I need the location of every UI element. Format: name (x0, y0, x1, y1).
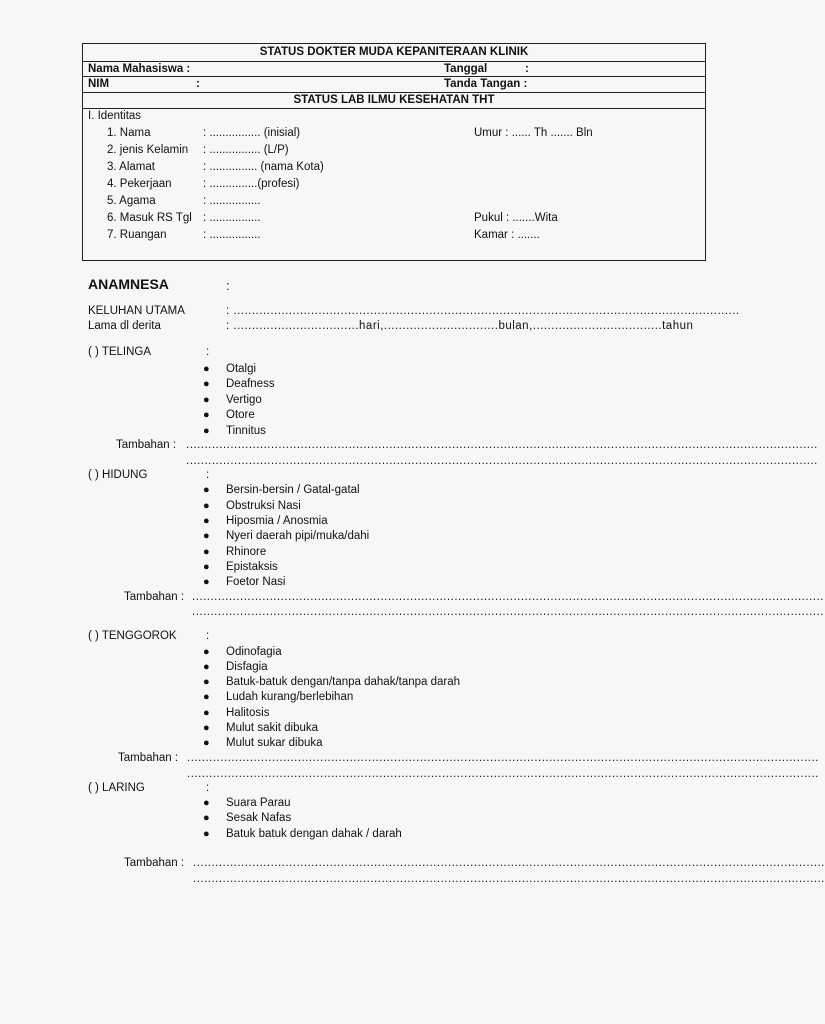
checklist-item: Otalgi (226, 363, 257, 375)
tambahan-line: ........................................................................................................................................................................... (193, 857, 825, 869)
bullet-icon: ● (203, 500, 210, 512)
section-colon: : (206, 346, 210, 358)
lama-diderita-field: : ..................................hari,...............................bulan,...................................tahun (226, 320, 694, 332)
bullet-icon: ● (203, 561, 210, 573)
tambahan-label: Tambahan : (124, 591, 185, 603)
identitas-value: : ................ (203, 212, 261, 224)
tambahan-line: ........................................................................................................................................................................... (192, 591, 824, 603)
bullet-icon: ● (203, 797, 210, 809)
checklist-item: Otore (226, 409, 255, 421)
checklist-item: Rhinore (226, 546, 267, 558)
bullet-icon: ● (203, 722, 210, 734)
checklist-item: Mulut sakit dibuka (226, 722, 319, 734)
tambahan-line: ........................................................................................................................................................................... (186, 455, 818, 467)
identitas-value: : ................ (L/P) (203, 144, 289, 156)
tambahan-label: Tambahan : (118, 752, 179, 764)
identitas-label: 6. Masuk RS Tgl (107, 212, 192, 224)
identitas-label: 3. Alamat (107, 161, 155, 173)
bullet-icon: ● (203, 425, 210, 437)
checklist-item: Deafness (226, 378, 275, 390)
bullet-icon: ● (203, 484, 210, 496)
checklist-item: Foetor Nasi (226, 576, 286, 588)
tanggal-label: Tanggal (444, 63, 488, 75)
checklist-item: Ludah kurang/berlebihan (226, 691, 354, 703)
tambahan-line: ........................................................................................................................................................................... (187, 768, 819, 780)
tambahan-label: Tambahan : (116, 439, 177, 451)
checklist-item: Suara Parau (226, 797, 291, 809)
bullet-icon: ● (203, 646, 210, 658)
lama-diderita-label: Lama dl derita (88, 320, 161, 332)
checklist-item: Batuk batuk dengan dahak / darah (226, 828, 402, 840)
identitas-label: 1. Nama (107, 127, 151, 139)
keluhan-utama-label: KELUHAN UTAMA (88, 305, 185, 317)
tanda-tangan-label: Tanda Tangan : (444, 78, 528, 90)
anamnesa-colon: : (226, 278, 230, 293)
checklist-item: Mulut sukar dibuka (226, 737, 323, 749)
checklist-item: Odinofagia (226, 646, 282, 658)
nama-mahasiswa-label: Nama Mahasiswa : (88, 63, 191, 75)
tambahan-label: Tambahan : (124, 857, 185, 869)
section-title: ( ) HIDUNG (88, 469, 148, 481)
divider (82, 92, 706, 93)
bullet-icon: ● (203, 707, 210, 719)
identitas-heading: I. Identitas (88, 110, 142, 122)
bullet-icon: ● (203, 576, 210, 588)
divider (82, 61, 706, 62)
identitas-value: : ...............(profesi) (203, 178, 300, 190)
bullet-icon: ● (203, 546, 210, 558)
checklist-item: Bersin-bersin / Gatal-gatal (226, 484, 360, 496)
bullet-icon: ● (203, 378, 210, 390)
identitas-value: : ............... (nama Kota) (203, 161, 324, 173)
checklist-item: Epistaksis (226, 561, 278, 573)
bullet-icon: ● (203, 530, 210, 542)
identitas-value: : ................ (inisial) (203, 127, 301, 139)
pukul-field: Pukul : .......Wita (474, 212, 558, 224)
checklist-item: Vertigo (226, 394, 262, 406)
identitas-label: 4. Pekerjaan (107, 178, 172, 190)
keluhan-utama-field: : ......................................................................................................................................... (226, 305, 740, 317)
checklist-item: Sesak Nafas (226, 812, 292, 824)
checklist-item: Halitosis (226, 707, 270, 719)
section-title: ( ) TELINGA (88, 346, 152, 358)
section-colon: : (206, 469, 210, 481)
identitas-label: 5. Agama (107, 195, 156, 207)
checklist-item: Hiposmia / Anosmia (226, 515, 328, 527)
kamar-field: Kamar : ....... (474, 229, 540, 241)
bullet-icon: ● (203, 394, 210, 406)
bullet-icon: ● (203, 828, 210, 840)
tambahan-line: ........................................................................................................................................................................... (193, 873, 825, 885)
bullet-icon: ● (203, 812, 210, 824)
bullet-icon: ● (203, 676, 210, 688)
checklist-item: Disfagia (226, 661, 268, 673)
bullet-icon: ● (203, 661, 210, 673)
checklist-item: Obstruksi Nasi (226, 500, 301, 512)
identitas-value: : ................ (203, 229, 261, 241)
tanggal-colon: : (525, 63, 529, 75)
form-title: STATUS DOKTER MUDA KEPANITERAAN KLINIK (259, 46, 529, 58)
bullet-icon: ● (203, 515, 210, 527)
divider (82, 76, 706, 77)
tambahan-line: ........................................................................................................................................................................... (187, 752, 819, 764)
checklist-item: Nyeri daerah pipi/muka/dahi (226, 530, 370, 542)
anamnesa-title: ANAMNESA (88, 276, 169, 292)
nim-label: NIM (88, 78, 110, 90)
tambahan-line: ........................................................................................................................................................................... (192, 606, 824, 618)
divider (82, 108, 706, 109)
identitas-label: 2. jenis Kelamin (107, 144, 189, 156)
bullet-icon: ● (203, 363, 210, 375)
section-title: ( ) LARING (88, 782, 145, 794)
checklist-item: Tinnitus (226, 425, 266, 437)
checklist-item: Batuk-batuk dengan/tanpa dahak/tanpa darah (226, 676, 461, 688)
section-colon: : (206, 782, 210, 794)
identitas-label: 7. Ruangan (107, 229, 167, 241)
lab-title: STATUS LAB ILMU KESEHATAN THT (293, 94, 495, 106)
umur-field: Umur : ...... Th ....... Bln (474, 127, 593, 139)
section-title: ( ) TENGGOROK (88, 630, 177, 642)
bullet-icon: ● (203, 409, 210, 421)
bullet-icon: ● (203, 691, 210, 703)
identitas-value: : ................ (203, 195, 261, 207)
bullet-icon: ● (203, 737, 210, 749)
section-colon: : (206, 630, 210, 642)
nim-colon: : (196, 78, 200, 90)
tambahan-line: ........................................................................................................................................................................... (186, 439, 818, 451)
